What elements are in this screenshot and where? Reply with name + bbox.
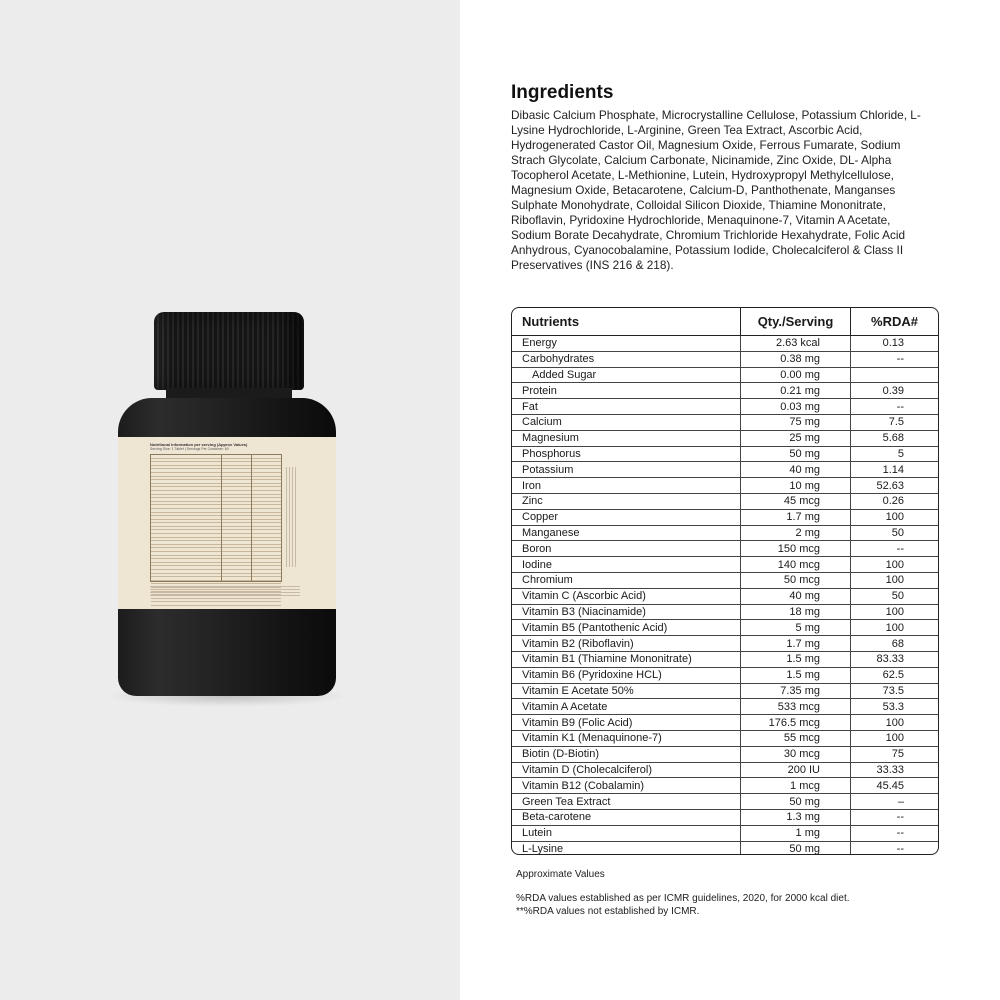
nutrient-rda: 45.45 — [851, 778, 939, 794]
nutrient-rda: 100 — [851, 604, 939, 620]
nutrient-name: Vitamin A Acetate — [512, 699, 741, 715]
table-row — [512, 509, 938, 525]
table-row — [512, 809, 938, 825]
nutrient-rda: 5.68 — [851, 430, 939, 446]
nutrient-qty: 50 mcg — [741, 572, 851, 588]
nutrient-qty: 533 mcg — [741, 699, 851, 715]
nutrient-rda: 0.39 — [851, 383, 939, 399]
table-row — [512, 620, 938, 636]
nutrient-name: Protein — [512, 383, 741, 399]
nutrient-rda: 53.3 — [851, 699, 939, 715]
table-row — [512, 367, 938, 383]
nutrient-rda: 5 — [851, 446, 939, 462]
table-row — [512, 730, 938, 746]
nutrient-qty: 1 mg — [741, 825, 851, 841]
nutrient-qty: 0.38 mg — [741, 351, 851, 367]
nutrient-name: Copper — [512, 509, 741, 525]
nutrient-qty: 50 mg — [741, 446, 851, 462]
nutrition-table — [511, 307, 939, 855]
table-row — [512, 430, 938, 446]
table-row — [512, 841, 938, 855]
nutrient-name: Vitamin B6 (Pyridoxine HCL) — [512, 667, 741, 683]
table-row — [512, 588, 938, 604]
nutrient-rda: 0.13 — [851, 336, 939, 352]
nutrient-qty: 1.5 mg — [741, 651, 851, 667]
nutrient-name: Vitamin D (Cholecalciferol) — [512, 762, 741, 778]
nutrient-rda: 83.33 — [851, 651, 939, 667]
nutrient-qty: 25 mg — [741, 430, 851, 446]
nutrient-name: Potassium — [512, 462, 741, 478]
nutrient-rda: 75 — [851, 746, 939, 762]
nutrient-name: Biotin (D-Biotin) — [512, 746, 741, 762]
nutrient-qty: 7.35 mg — [741, 683, 851, 699]
nutrient-qty: 2.63 kcal — [741, 336, 851, 352]
table-row — [512, 478, 938, 494]
table-row — [512, 715, 938, 731]
table-row — [512, 636, 938, 652]
table-row — [512, 541, 938, 557]
table-row — [512, 399, 938, 415]
nutrient-rda: 50 — [851, 525, 939, 541]
header-qty-serving: Qty./Serving — [741, 308, 851, 336]
bottle-cap — [154, 312, 304, 390]
nutrient-name: Calcium — [512, 414, 741, 430]
nutrient-name: Vitamin B12 (Cobalamin) — [512, 778, 741, 794]
header-rda: %RDA# — [851, 308, 939, 336]
nutrient-name: Iodine — [512, 557, 741, 573]
nutrient-rda: -- — [851, 351, 939, 367]
nutrient-name: Vitamin K1 (Menaquinone-7) — [512, 730, 741, 746]
nutrient-qty: 1.7 mg — [741, 509, 851, 525]
table-row — [512, 746, 938, 762]
nutrient-name: Vitamin E Acetate 50% — [512, 683, 741, 699]
nutrient-rda: -- — [851, 825, 939, 841]
nutrient-name: Added Sugar — [512, 367, 741, 383]
table-row — [512, 336, 938, 352]
table-row — [512, 462, 938, 478]
header-nutrients: Nutrients — [512, 308, 741, 336]
table-row — [512, 572, 938, 588]
bottle-label-title: Nutritional information per serving (Approx Values) — [150, 442, 248, 447]
table-row — [512, 667, 938, 683]
nutrient-rda: 100 — [851, 715, 939, 731]
nutrient-qty: 200 IU — [741, 762, 851, 778]
nutrient-name: Iron — [512, 478, 741, 494]
nutrient-name: Vitamin B2 (Riboflavin) — [512, 636, 741, 652]
table-row — [512, 446, 938, 462]
nutrient-qty: 50 mg — [741, 841, 851, 855]
nutrient-qty: 30 mcg — [741, 746, 851, 762]
nutrient-name: Manganese — [512, 525, 741, 541]
nutrient-rda: 100 — [851, 572, 939, 588]
nutrient-name: Boron — [512, 541, 741, 557]
nutrient-rda: -- — [851, 809, 939, 825]
nutrient-name: Energy — [512, 336, 741, 352]
nutrient-qty: 1.3 mg — [741, 809, 851, 825]
bottle-label-subtitle: Serving Size: 1 Tablet | Servings Per Container: 60 — [150, 447, 229, 451]
nutrient-name: Vitamin B5 (Pantothenic Acid) — [512, 620, 741, 636]
nutrient-rda: -- — [851, 841, 939, 855]
nutrient-rda: 68 — [851, 636, 939, 652]
nutrient-rda: -- — [851, 399, 939, 415]
nutrient-qty: 2 mg — [741, 525, 851, 541]
nutrient-name: Phosphorus — [512, 446, 741, 462]
ingredients-text: Dibasic Calcium Phosphate, Microcrystalline Cellulose, Potassium Chloride, L-Lysine Hydrochloride, L-Arginine, Green Tea Extract, Ascorbic Acid, Hydrogenerated Castor Oil, Magnesium Oxide, Ferrous Fumarate, Sodium Strach Glycolate, Calcium Carbonate, Nicinamide, Zinc Oxide, DL- Alpha Tocopherol Acetate, L-Methionine, Lutein, Hydroxypropyl Methylcellulose, Magnesium Oxide, Betacarotene, Calcium-D, Panthothenate, Manganses Sulphate Monohydrate, Colloidal Silicon Dioxide, Thiamine Mononitrate, Riboflavin, Pyridoxine Hydrochloride, Menaquinone-7, Vitamin A Acetate, Sodium Borate Decahydrate, Chromium Trichloride Hexahydrate, Folic Acid Anhydrous, Cyanocobalamine, Potassium Iodide, Cholecalciferol & Class II Preservatives (INS 216 & 218). — [511, 108, 921, 272]
nutrient-qty: 176.5 mcg — [741, 715, 851, 731]
nutrient-name: Beta-carotene — [512, 809, 741, 825]
table-row — [512, 351, 938, 367]
rda-footnote: %RDA values established as per ICMR guidelines, 2020, for 2000 kcal diet. — [516, 893, 850, 904]
approximate-values-note: Approximate Values — [516, 869, 605, 880]
nutrient-qty: 40 mg — [741, 588, 851, 604]
nutrient-qty: 1.7 mg — [741, 636, 851, 652]
nutrient-rda: – — [851, 794, 939, 810]
nutrient-rda: 100 — [851, 730, 939, 746]
nutrient-name: Carbohydrates — [512, 351, 741, 367]
nutrient-qty: 1.5 mg — [741, 667, 851, 683]
nutrient-rda: 62.5 — [851, 667, 939, 683]
table-header-row — [512, 308, 938, 336]
table-row — [512, 762, 938, 778]
table-row — [512, 525, 938, 541]
nutrient-name: Fat — [512, 399, 741, 415]
nutrient-name: Vitamin B9 (Folic Acid) — [512, 715, 741, 731]
nutrient-qty: 0.03 mg — [741, 399, 851, 415]
table-row — [512, 683, 938, 699]
nutrient-qty: 50 mg — [741, 794, 851, 810]
nutrient-name: Vitamin C (Ascorbic Acid) — [512, 588, 741, 604]
nutrient-rda: 1.14 — [851, 462, 939, 478]
nutrient-rda — [851, 367, 939, 383]
nutrient-qty: 140 mcg — [741, 557, 851, 573]
nutrient-rda: 100 — [851, 557, 939, 573]
nutrient-qty: 75 mg — [741, 414, 851, 430]
table-row — [512, 825, 938, 841]
nutrient-qty: 0.21 mg — [741, 383, 851, 399]
supplement-bottle-image — [118, 312, 336, 697]
nutrient-name: Chromium — [512, 572, 741, 588]
nutrient-rda: 73.5 — [851, 683, 939, 699]
nutrient-name: Vitamin B1 (Thiamine Mononitrate) — [512, 651, 741, 667]
table-row — [512, 604, 938, 620]
table-row — [512, 383, 938, 399]
product-image-panel — [0, 0, 460, 1000]
nutrient-rda: 52.63 — [851, 478, 939, 494]
bottle-label-row — [151, 606, 281, 609]
nutrient-name: Vitamin B3 (Niacinamide) — [512, 604, 741, 620]
table-row — [512, 794, 938, 810]
rda-footnote-2: **%RDA values not established by ICMR. — [516, 906, 700, 917]
bottle-label — [118, 437, 336, 609]
nutrient-rda: 7.5 — [851, 414, 939, 430]
nutrient-rda: 100 — [851, 620, 939, 636]
table-row — [512, 557, 938, 573]
nutrient-qty: 45 mcg — [741, 493, 851, 509]
ingredients-title: Ingredients — [511, 82, 614, 103]
nutrient-qty: 0.00 mg — [741, 367, 851, 383]
nutrient-qty: 10 mg — [741, 478, 851, 494]
nutrient-qty: 18 mg — [741, 604, 851, 620]
bottle-label-side-text — [286, 467, 298, 567]
nutrient-qty: 5 mg — [741, 620, 851, 636]
nutrient-rda: 50 — [851, 588, 939, 604]
nutrient-qty: 150 mcg — [741, 541, 851, 557]
table-row — [512, 699, 938, 715]
nutrient-name: Green Tea Extract — [512, 794, 741, 810]
nutrient-qty: 40 mg — [741, 462, 851, 478]
nutrient-qty: 55 mcg — [741, 730, 851, 746]
nutrient-name: Magnesium — [512, 430, 741, 446]
nutrient-rda: 100 — [851, 509, 939, 525]
nutrient-rda: -- — [851, 541, 939, 557]
table-row — [512, 651, 938, 667]
bottle-label-table — [150, 454, 282, 582]
table-row — [512, 414, 938, 430]
nutrient-rda: 0.26 — [851, 493, 939, 509]
nutrient-qty: 1 mcg — [741, 778, 851, 794]
table-row — [512, 778, 938, 794]
nutrient-name: L-Lysine — [512, 841, 741, 855]
table-row — [512, 493, 938, 509]
bottle-label-caution — [150, 586, 300, 598]
nutrient-rda: 33.33 — [851, 762, 939, 778]
nutrient-name: Zinc — [512, 493, 741, 509]
nutrient-name: Lutein — [512, 825, 741, 841]
